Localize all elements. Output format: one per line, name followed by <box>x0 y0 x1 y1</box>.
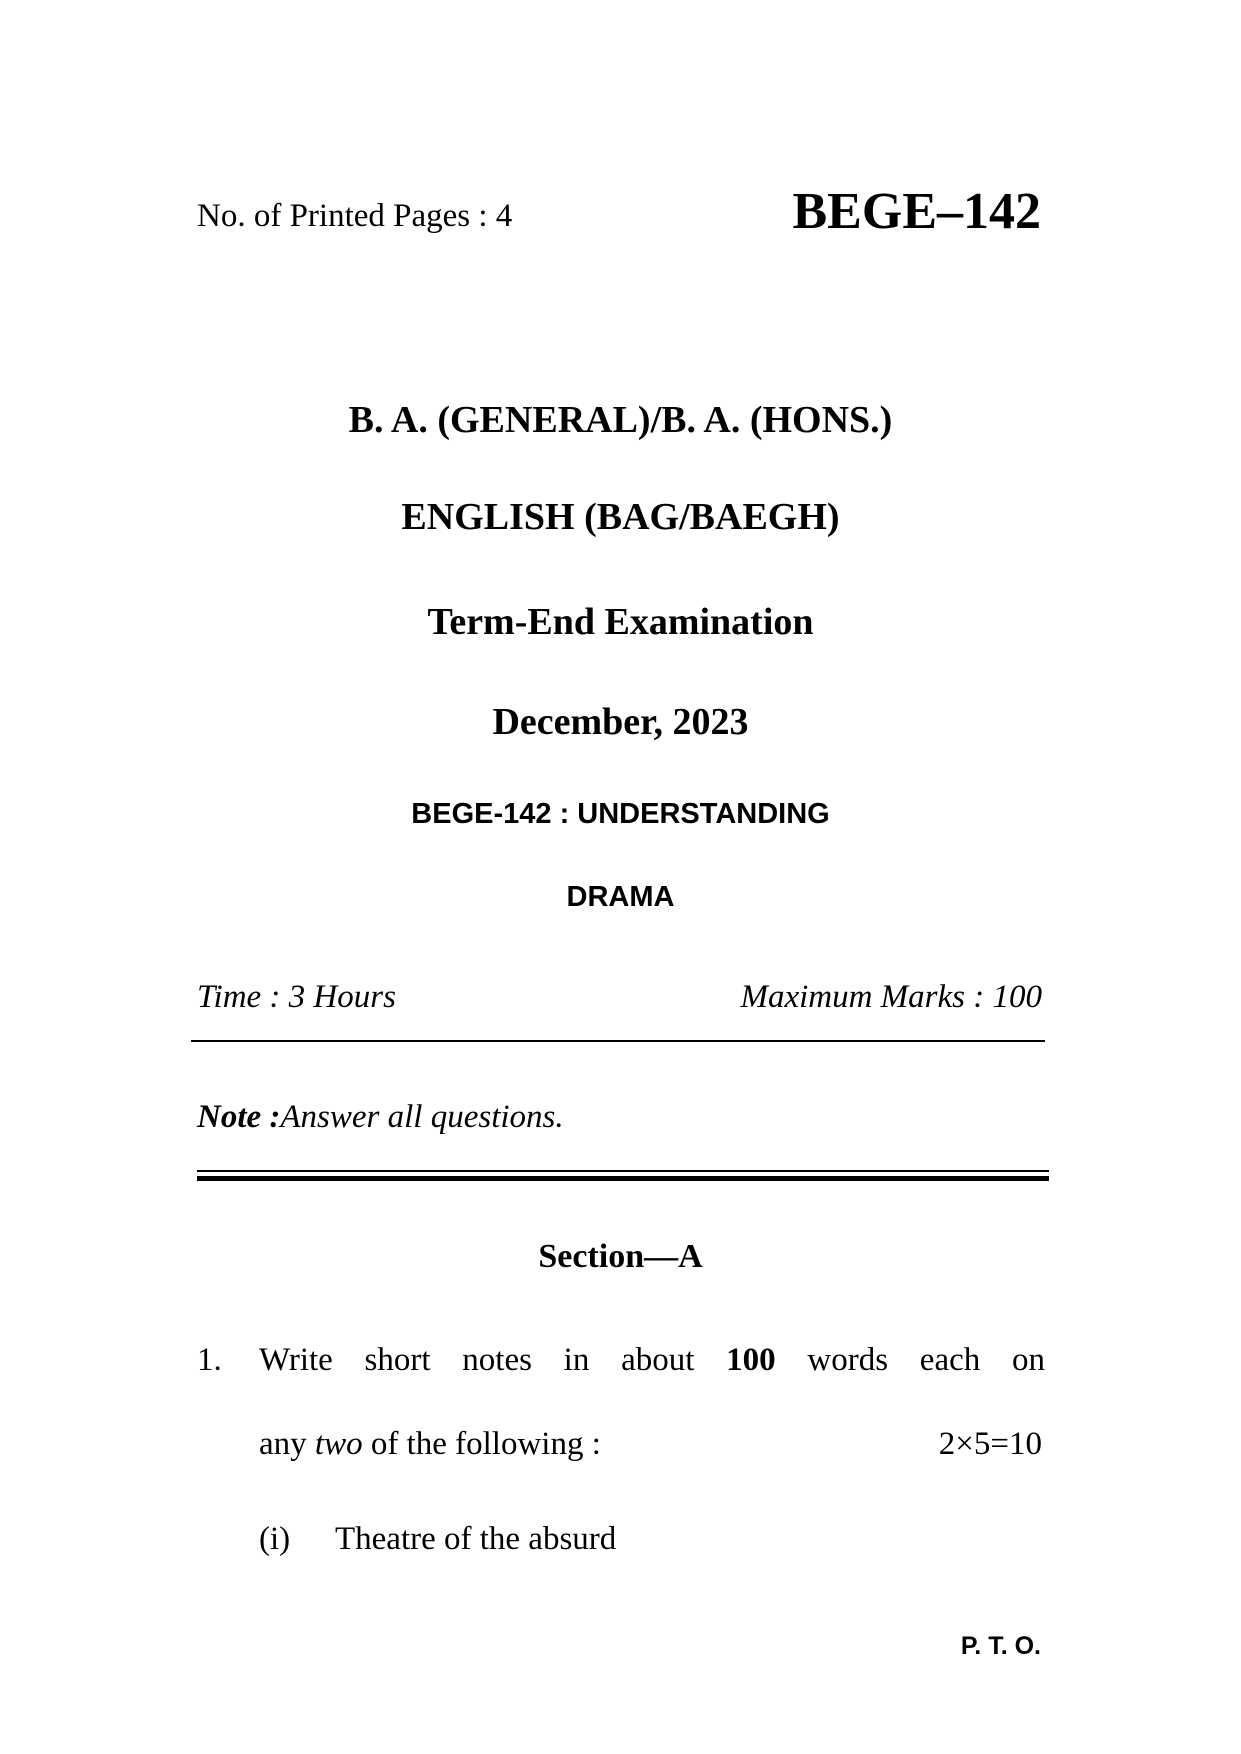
note-text: Answer all questions. <box>280 1099 564 1135</box>
subject-title: ENGLISH (BAG/BAEGH) <box>401 496 840 538</box>
line2-b: of the following : <box>362 1426 601 1462</box>
exam-title: Term-End Examination <box>427 601 814 643</box>
pto-footer: P. T. O. <box>960 1632 1041 1660</box>
question-text <box>259 1344 1045 1377</box>
printed-pages: No. of Printed Pages : 4 <box>197 198 513 234</box>
course-title-line2: DRAMA <box>566 881 675 913</box>
word-count: 100 <box>726 1342 776 1378</box>
programme-title: B. A. (GENERAL)/B. A. (HONS.) <box>348 399 893 441</box>
note-label: Note : <box>197 1099 281 1135</box>
item-number: (i) <box>259 1521 291 1557</box>
question-number: 1. <box>197 1342 222 1378</box>
course-code: BEGE–142 <box>792 183 1041 240</box>
question-text-b: words each on <box>775 1342 1045 1378</box>
maximum-marks: Maximum Marks : 100 <box>740 979 1042 1015</box>
course-title-line1: BEGE-142 : UNDERSTANDING <box>411 798 830 830</box>
note <box>197 1101 564 1134</box>
line2-emphasis: two <box>314 1426 363 1462</box>
question-text-a: Write short notes in about <box>259 1342 727 1378</box>
item-text: Theatre of the absurd <box>335 1521 617 1557</box>
double-rule-bottom <box>197 1176 1049 1181</box>
section-heading: Section—A <box>538 1238 703 1275</box>
double-rule-top <box>197 1170 1049 1172</box>
exam-date: December, 2023 <box>492 701 749 743</box>
time-allowed: Time : 3 Hours <box>197 979 396 1015</box>
line2-a: any <box>259 1426 315 1462</box>
divider <box>191 1040 1045 1042</box>
question-marks: 2×5=10 <box>938 1426 1042 1462</box>
question-line2 <box>259 1428 601 1461</box>
